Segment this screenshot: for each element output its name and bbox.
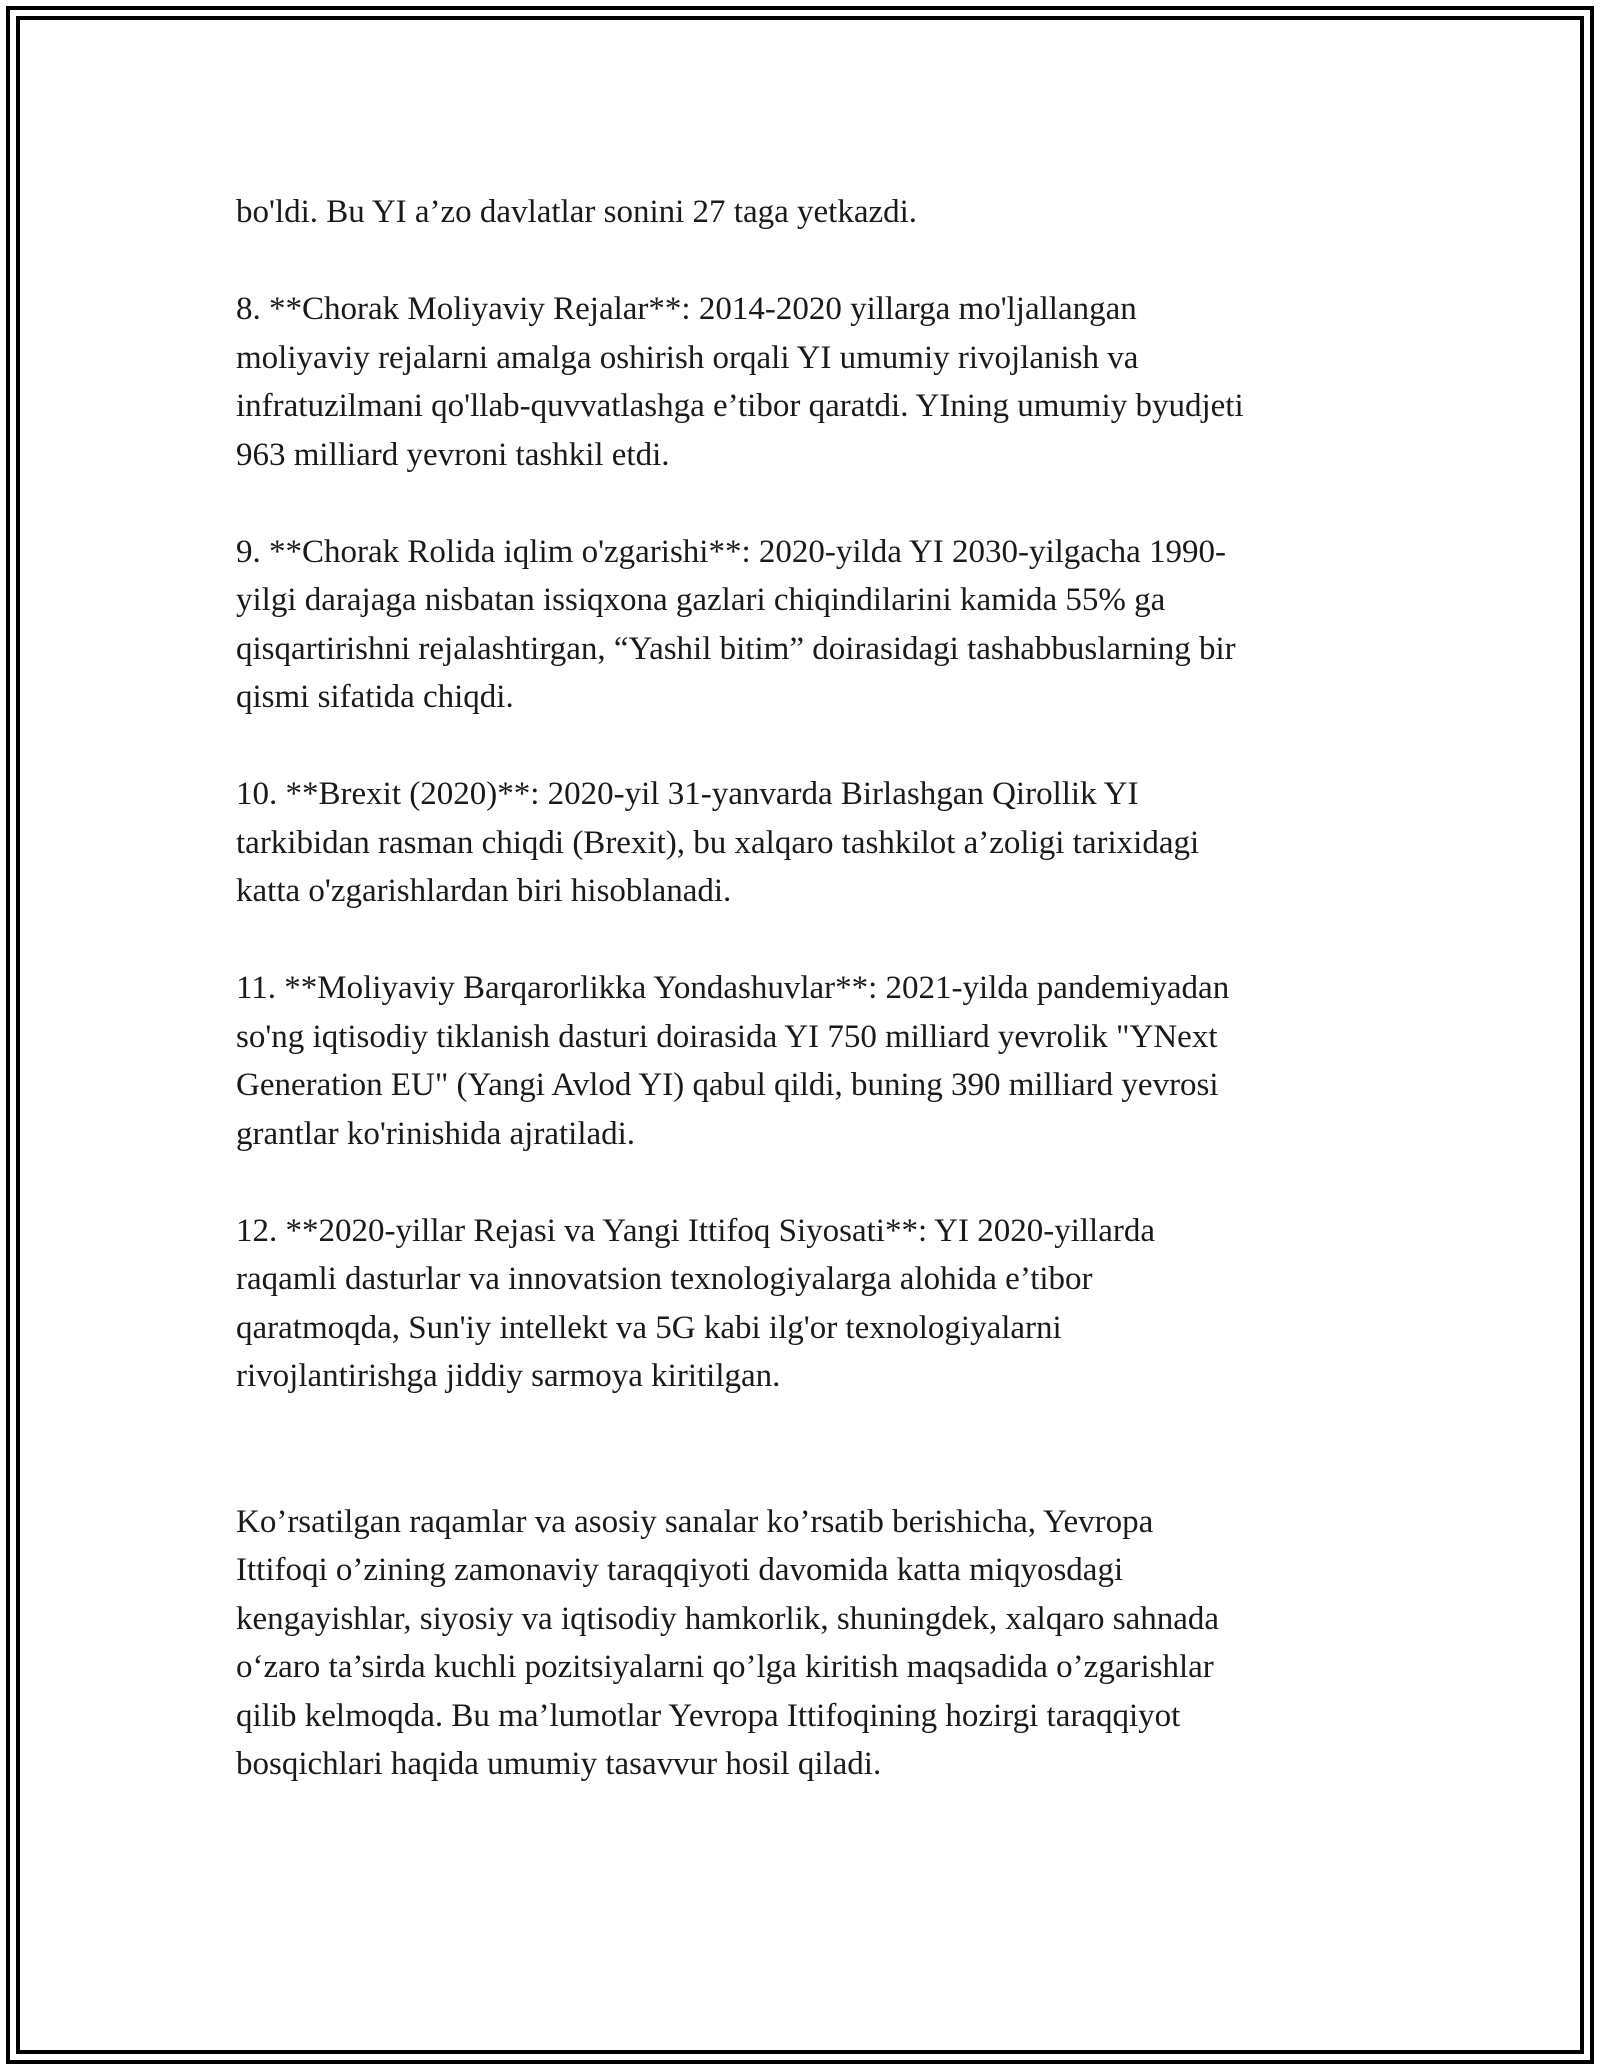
list-item-9: 9. **Chorak Rolida iqlim o'zgarishi**: 2020-yilda YI 2030-yilgacha 1990- yilgi darajaga nisbatan issiqxona gazlari chiqindilarini kamida 55% ga qisqartirishni rejalashtirgan, “Yashil bitim” doirasidagi tashabbuslarning bir qismi sifatida chiqdi. [236,533,1236,715]
document-body [236,188,1366,1837]
list-item-10: 10. **Brexit (2020)**: 2020-yil 31-yanvarda Birlashgan Qirollik YI tarkibidan rasman chiqdi (Brexit), bu xalqaro tashkilot a’zoligi tarixidagi katta o'zgarishlardan biri hisoblanadi. [236,776,1200,909]
list-item-8: 8. **Chorak Moliyaviy Rejalar**: 2014-2020 yillarga mo'ljallangan moliyaviy rejalarni amalga oshirish orqali YI umumiy rivojlanish va infratuzilmani qo'llab-quvvatlashga e’tibor qaratdi. YIning umumiy byudjeti 963 milliard yevroni tashkil etdi. [236,291,1244,473]
list-item-11: 11. **Moliyaviy Barqarorlikka Yondashuvlar**: 2021-yilda pandemiyadan so'ng iqtisodiy tiklanish dasturi doirasida YI 750 milliard yevrolik "YNext Generation EU" (Yangi Avlod YI) qabul qildi, buning 390 milliard yevrosi grantlar ko'rinishida ajratiladi. [236,970,1230,1152]
list-item-12: 12. **2020-yillar Rejasi va Yangi Ittifoq Siyosati**: YI 2020-yillarda raqamli dasturlar va innovatsion texnologiyalarga alohida e’tibor qaratmoqda, Sun'iy intellekt va 5G kabi ilg'or texnologiyalarni rivojlantirishga jiddiy sarmoya kiritilgan. [236,1212,1156,1394]
closing-paragraph: Ko’rsatilgan raqamlar va asosiy sanalar ko’rsatib berishicha, Yevropa Ittifoqi o’zining zamonaviy taraqqiyoti davomida katta miqyosdagi kengayishlar, siyosiy va iqtisodiy hamkorlik, shuningdek, xalqaro sahnada o‘zaro ta’sirda kuchli pozitsiyalarni qo’lga kiritish maqsadida o’zgarishlar qilib kelmoqda. Bu ma’lumotlar Yevropa Ittifoqining hozirgi taraqqiyot bosqichlari haqida umumiy tasavvur hosil qiladi. [236,1503,1220,1782]
paragraph-continuation: bo'ldi. Bu YI a’zo davlatlar sonini 27 taga yetkazdi. [236,194,918,230]
